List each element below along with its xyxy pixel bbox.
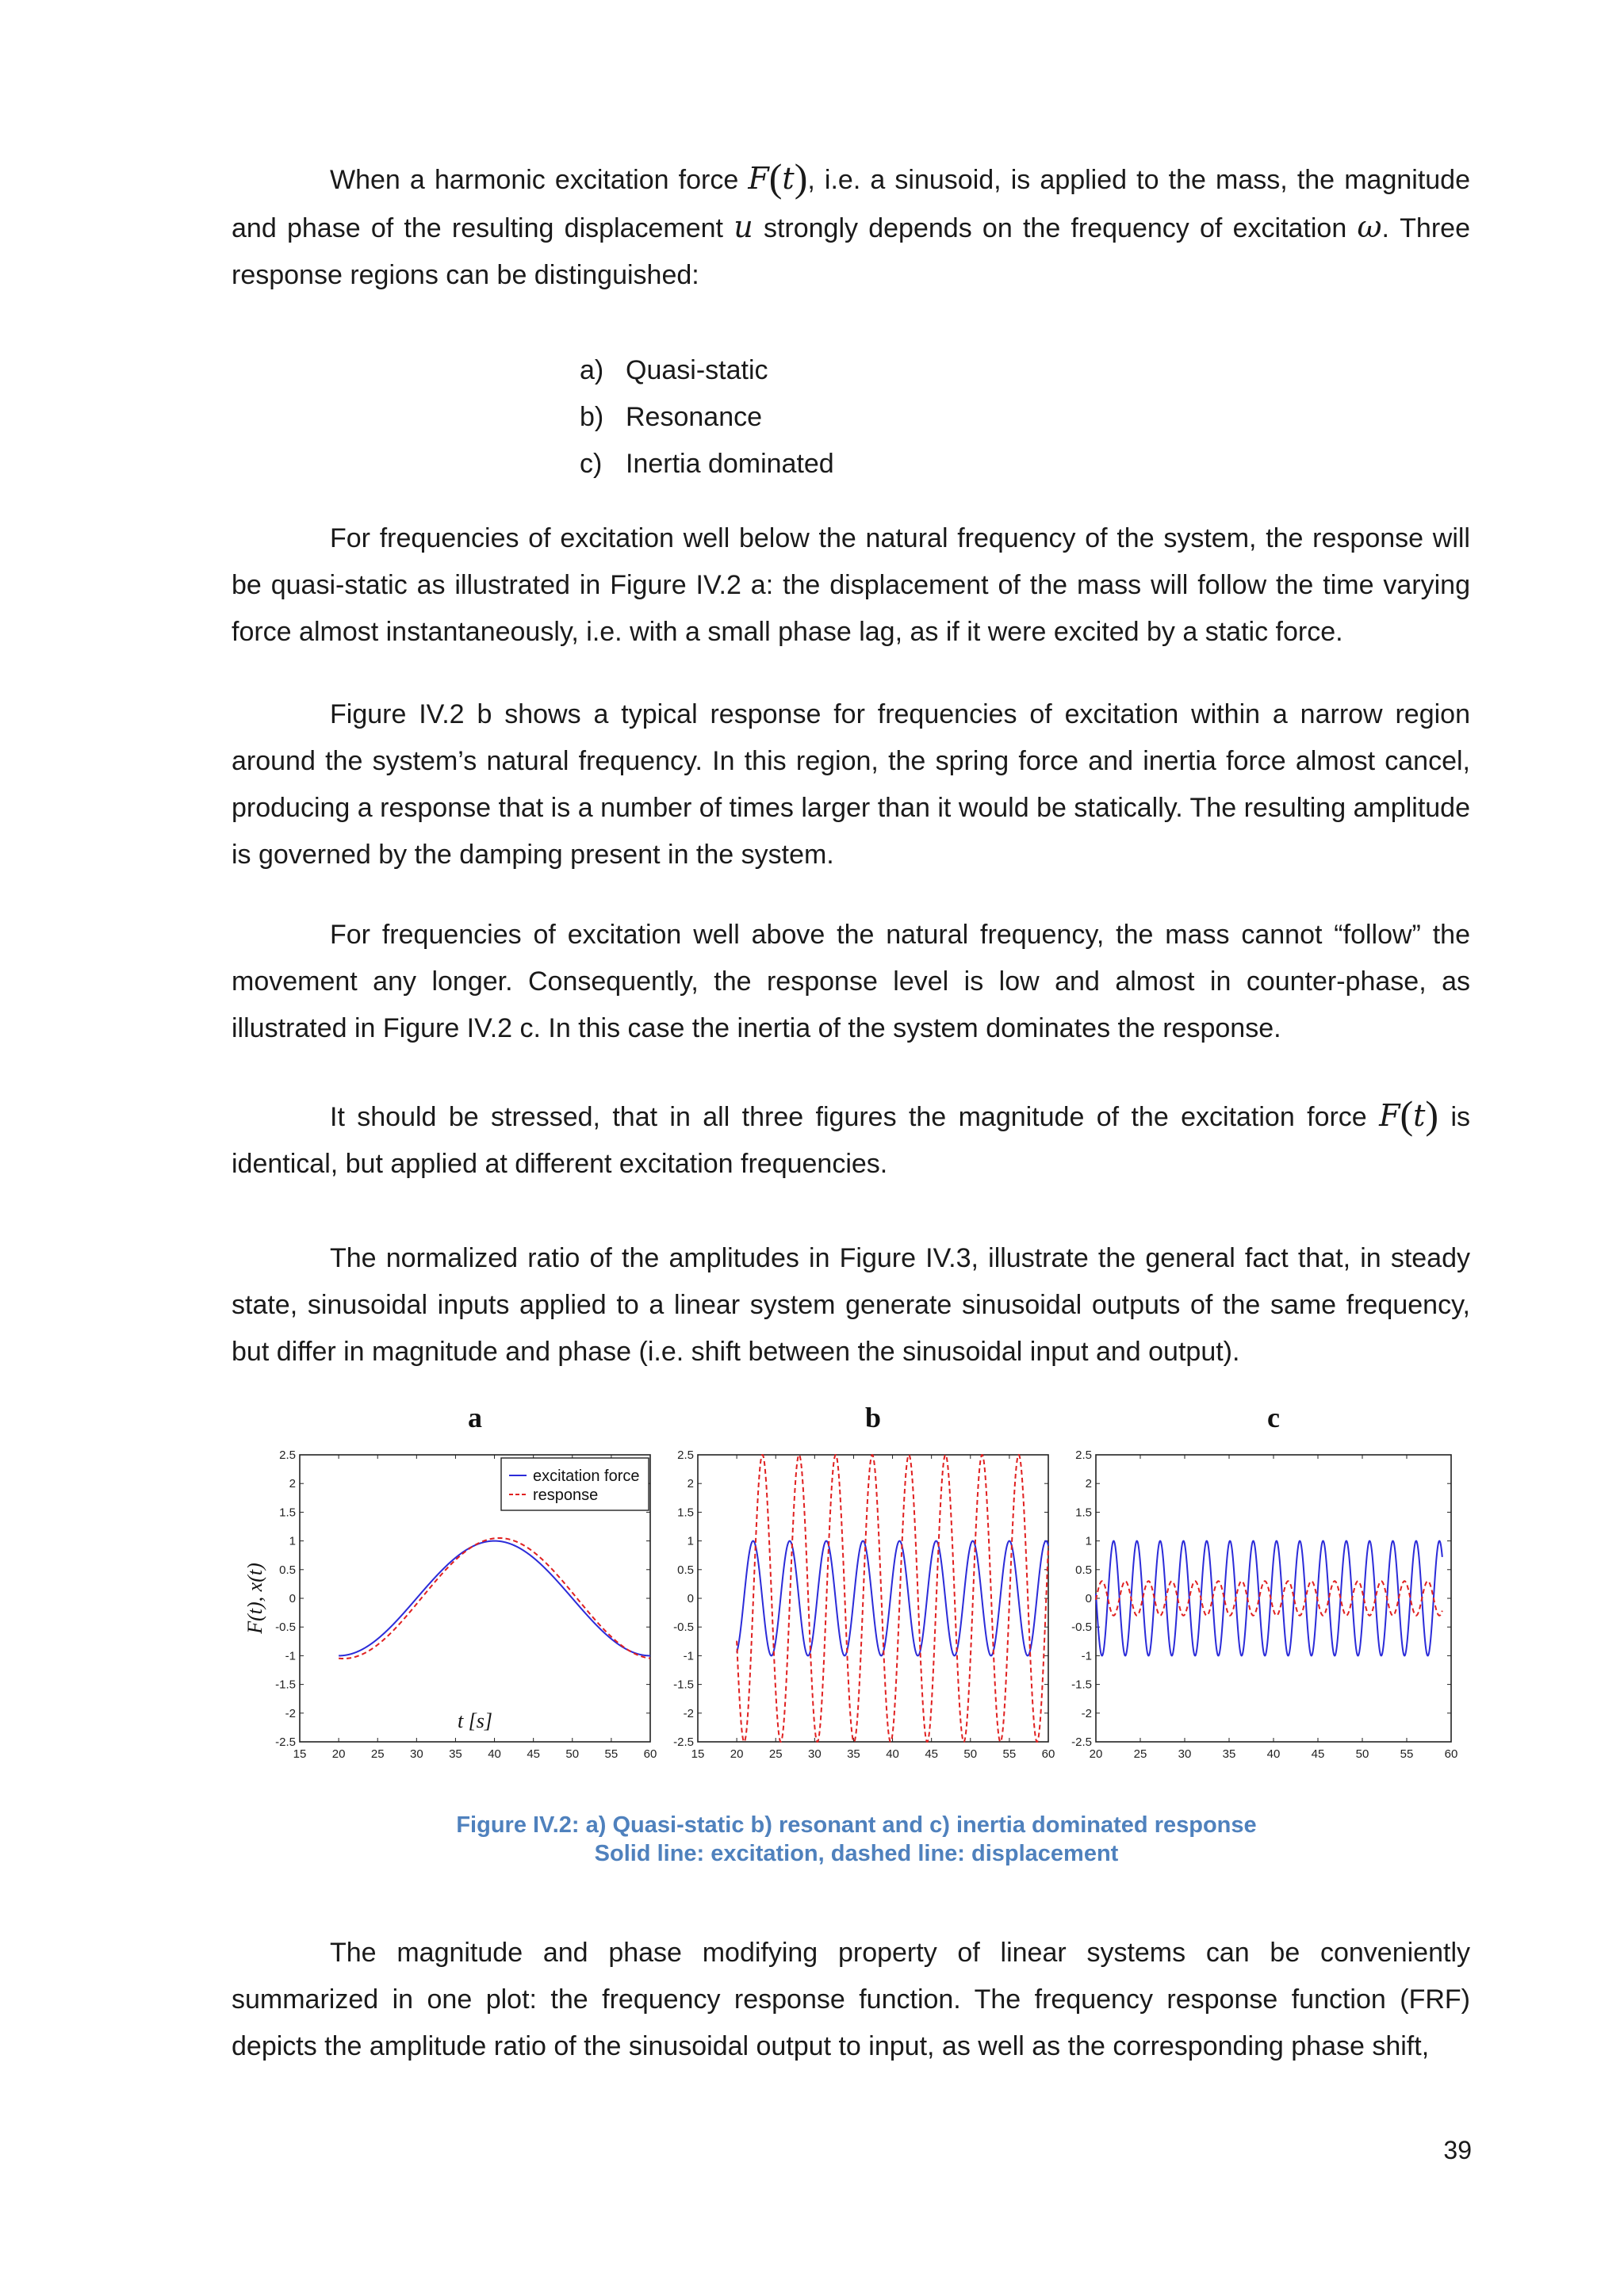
x-tick-label: 40 (886, 1747, 899, 1760)
y-tick-label: 1.5 (279, 1506, 296, 1520)
x-tick-label: 60 (643, 1747, 657, 1760)
y-tick-label: 2 (687, 1477, 694, 1491)
paragraph-frf: The magnitude and phase modifying property of linear systems can be conveniently summarized in one plot: the frequency response function. The frequency response function (FRF) depicts the amplitude ratio of the sinusoidal output to input, as well as the corresponding phase shift, (232, 1938, 1470, 2061)
y-tick-label: 1 (289, 1534, 296, 1548)
x-tick-label: 35 (1222, 1747, 1236, 1760)
series-excitation-line (1096, 1541, 1442, 1656)
y-tick-label: -1.5 (673, 1678, 694, 1692)
y-tick-label: -0.5 (1071, 1621, 1092, 1635)
y-tick-label: 2.5 (1075, 1448, 1092, 1462)
symbol-time: t (1413, 1098, 1426, 1133)
x-tick-label: 40 (488, 1747, 501, 1760)
x-tick-label: 15 (293, 1747, 307, 1760)
figure-plots (238, 1395, 1475, 1760)
figure-caption (238, 1811, 1475, 1868)
response-regions-list (580, 347, 834, 488)
x-tick-label: 60 (1444, 1747, 1458, 1760)
y-tick-label: -1.5 (1071, 1678, 1092, 1692)
symbol-omega: ω (1357, 209, 1382, 244)
paragraph-normalized-ratio: The normalized ratio of the amplitudes in Figure IV.3, illustrate the general fact that, in steady state, sinusoidal inputs applied to a linear system generate sinusoidal outputs of the same frequency, but differ in magnitude and phase (i.e. shift between the sinusoidal input and output). (232, 1243, 1470, 1367)
y-tick-label: -1 (285, 1649, 296, 1663)
x-axis-label: t [s] (457, 1709, 493, 1732)
y-tick-label: 0 (687, 1592, 694, 1605)
x-tick-label: 25 (1133, 1747, 1147, 1760)
y-tick-label: 2.5 (677, 1448, 694, 1462)
x-tick-label: 45 (925, 1747, 939, 1760)
x-tick-label: 45 (1311, 1747, 1325, 1760)
x-tick-label: 60 (1041, 1747, 1055, 1760)
caption-line-1: Figure IV.2: a) Quasi-static b) resonant and c) inertia dominated response (456, 1812, 1257, 1838)
y-tick-label: 0 (1085, 1592, 1092, 1605)
y-tick-label: -2 (285, 1706, 296, 1720)
paragraph-harmonic-excitation: When a harmonic excitation force F(t), i.e. a sinusoid, is applied to the mass, the magnitude and phase of the resulting displacement u strongly depends on the frequency of excitation ω. Three response regions can be distinguished: (232, 155, 1470, 290)
series-response-line (339, 1538, 650, 1659)
y-tick-label: -2.5 (275, 1735, 296, 1749)
figure-iv-2 (238, 1395, 1475, 1760)
y-tick-label: 0.5 (1075, 1563, 1092, 1577)
y-tick-label: 1.5 (1075, 1506, 1092, 1520)
legend-entry-excitation: excitation force (533, 1468, 640, 1485)
paragraph-resonance: Figure IV.2 b shows a typical response for frequencies of excitation within a narrow region around the system’s natural frequency. In this region, the spring force and inertia force almost cancel, producing a response that is a number of times larger than it would be statically. The resulting amplitude is governed by the damping present in the system. (232, 699, 1470, 870)
y-axis-label: F(t), x(t) (243, 1563, 266, 1634)
y-tick-label: 1 (687, 1534, 694, 1548)
x-tick-label: 50 (1355, 1747, 1369, 1760)
y-tick-label: -2 (683, 1706, 694, 1720)
plot-frame (1096, 1455, 1451, 1742)
y-tick-label: 0.5 (677, 1563, 694, 1577)
list-item: b) Resonance (580, 402, 763, 432)
y-tick-label: 2 (1085, 1477, 1092, 1491)
y-tick-label: -0.5 (673, 1621, 694, 1635)
x-tick-label: 45 (527, 1747, 541, 1760)
y-tick-label: 2.5 (279, 1448, 296, 1462)
legend-entry-response: response (533, 1487, 599, 1504)
symbol-force: F (1379, 1098, 1400, 1133)
list-item: a) Quasi-static (580, 355, 768, 385)
x-tick-label: 55 (604, 1747, 619, 1760)
x-tick-label: 55 (1002, 1747, 1017, 1760)
x-tick-label: 35 (847, 1747, 860, 1760)
x-tick-label: 20 (730, 1747, 744, 1760)
y-tick-label: 1.5 (677, 1506, 694, 1520)
caption-line-2: Solid line: excitation, dashed line: displacement (594, 1841, 1119, 1866)
x-tick-label: 50 (963, 1747, 978, 1760)
x-tick-label: 25 (370, 1747, 385, 1760)
panel-title: b (864, 1402, 882, 1433)
page-number: 39 (1443, 2136, 1472, 2164)
paragraph-identical-force: It should be stressed, that in all three figures the magnitude of the excitation force F(t) is identical, but applied at different excitation frequencies. (232, 1093, 1470, 1179)
y-tick-label: -2.5 (1071, 1735, 1092, 1749)
series-response-line (1096, 1581, 1442, 1615)
x-tick-label: 35 (449, 1747, 462, 1760)
y-tick-label: -2 (1081, 1706, 1092, 1720)
paragraph-inertia: For frequencies of excitation well above the natural frequency, the mass cannot “follow” the movement any longer. Consequently, the response level is low and almost in counter-phase, as illustrated in Figure IV.2 c. In this case the inertia of the system dominates the response. (232, 920, 1470, 1043)
y-tick-label: -1 (683, 1649, 694, 1663)
y-tick-label: 0 (289, 1592, 296, 1605)
x-tick-label: 40 (1266, 1747, 1281, 1760)
y-tick-label: -2.5 (673, 1735, 694, 1749)
y-tick-label: -1.5 (275, 1678, 296, 1692)
y-tick-label: 0.5 (279, 1563, 296, 1577)
series-excitation-line (737, 1541, 1048, 1656)
list-item: c) Inertia dominated (580, 449, 834, 479)
panel-title: c (1267, 1402, 1280, 1433)
symbol-displacement: u (733, 209, 753, 244)
x-tick-label: 30 (409, 1747, 423, 1760)
y-tick-label: -1 (1081, 1649, 1092, 1663)
panel-title: a (468, 1402, 482, 1433)
paragraph-quasi-static: For frequencies of excitation well below the natural frequency of the system, the response will be quasi-static as illustrated in Figure IV.2 a: the displacement of the mass will follow the time varying force almost instantaneously, i.e. with a small phase lag, as if it were excited by a static force. (232, 523, 1470, 647)
x-tick-label: 30 (807, 1747, 822, 1760)
y-tick-label: 1 (1085, 1534, 1092, 1548)
x-tick-label: 50 (565, 1747, 580, 1760)
x-tick-label: 15 (691, 1747, 705, 1760)
x-tick-label: 55 (1400, 1747, 1414, 1760)
x-tick-label: 30 (1178, 1747, 1192, 1760)
y-tick-label: -0.5 (275, 1621, 296, 1635)
symbol-time: t (782, 161, 795, 196)
series-response-line (737, 1455, 1048, 1742)
x-tick-label: 20 (1089, 1747, 1103, 1760)
symbol-force: F (748, 161, 769, 196)
x-tick-label: 25 (768, 1747, 783, 1760)
y-tick-label: 2 (289, 1477, 296, 1491)
x-tick-label: 20 (331, 1747, 346, 1760)
